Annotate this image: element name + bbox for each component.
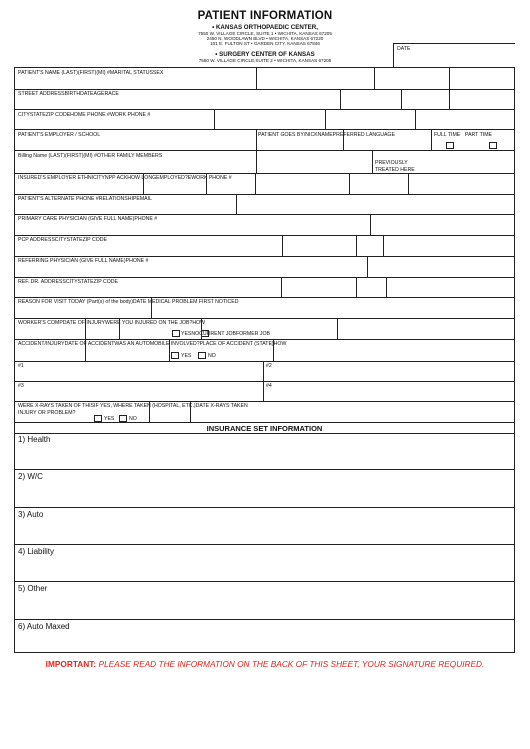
treated-here-label: TREATED HERE [375,167,415,173]
important-notice [0,659,530,669]
injured-yes-checkbox[interactable] [172,330,180,337]
auto-no-label: NO [208,353,216,359]
workers-comp-label: WORKER'S COMPDATE OF INJURYWERE YOU INJURED ON THE JOB?HOW [18,320,206,326]
page-title: PATIENT INFORMATION [197,10,333,22]
previously-label: PREVIOUSLY [375,160,408,166]
ref-address-label: REF. DR. ADDRESSCITYSTATEZIP CODE [18,279,119,285]
org2-address: 7550 W. VILLAGE CIRCLE,SUITE 2 • WICHITA, KANSAS 67205 [198,58,332,63]
auto-no-checkbox[interactable] [198,352,206,359]
insurance-auto: 3) Auto [18,510,44,519]
patient-form [14,67,515,653]
pcp-address-label: PCP ADDRESSCITYSTATEZIP CODE [18,237,107,243]
insurance-heading: INSURANCE SET INFORMATION [206,424,323,433]
alt-phone-label: PATIENT'S ALTERNATE PHONE #RELATIONSHIPEMAIL [18,196,152,202]
xrays-yes-checkbox[interactable] [94,415,102,422]
org-surgery-center: • SURGERY CENTER OF KANSAS [215,51,315,58]
insurance-auto-maxed: 6) Auto Maxed [18,622,70,631]
xrays-no-checkbox[interactable] [119,415,127,422]
xrays-label: WERE X-RAYS TAKEN OF THISIF YES, WHERE TAKEN (HOSPITAL, ETC.)DATE X-RAYS TAKEN [18,403,248,409]
insurance-health: 1) Health [18,435,51,444]
important-text: PLEASE READ THE INFORMATION ON THE BACK OF THIS SHEET, YOUR SIGNATURE REQUIRED. [96,659,485,669]
part-time-checkbox[interactable] [489,142,497,149]
org-kansas-orthopaedic: • KANSAS ORTHOPAEDIC CENTER, [212,24,318,31]
xrays-label-2: INJURY OR PROBLEM? [18,410,76,416]
injured-no-checkbox[interactable] [201,330,209,337]
name-label: PATIENT'S NAME (LAST)(FIRST)(MI) #MARITAL STATUSSEX [18,70,164,76]
yes-no-current-job-label: YESNOCURRENT JOBFORMER JOB [181,331,270,337]
part-time-label: PART TIME [465,132,492,138]
nickname-label: PATIENT GOES BY/NICKNAMEPREFERRED LANGUAGE [258,132,395,138]
item-3-label: #3 [18,383,24,389]
item-4-label: #4 [266,383,272,389]
org1-address-2: 2450 N. WOODLAWN BLVD • WICHITA, KANSAS 67220 [206,36,324,41]
insurance-liability: 4) Liability [18,547,55,556]
org1-address-3: 101 E. FULTON ST • GARDEN CITY, KANSAS 67846 [210,41,320,46]
org1-address-1: 7550 W. VILLAGE CIRCLE, SUITE 1 • WICHITA, KANSAS 67205 [198,31,332,36]
auto-yes-checkbox[interactable] [171,352,179,359]
xrays-no-label: NO [129,416,137,422]
insured-employer-label: INSURED'S EMPLOYER ETHNICITYNPP ACKHOW LONGEMPLOYED?EWORK PHONE # [18,175,232,181]
referring-label: REFERRING PHYSICIAN (GIVE FULL NAME)PHONE # [18,258,149,264]
full-time-checkbox[interactable] [446,142,454,149]
reason-label: REASON FOR VISIT TODAY (Part(s) of the body)DATE MEDICAL PROBLEM FIRST NOTICED [18,299,239,305]
pcp-label: PRIMARY CARE PHYSICIAN (GIVE FULL NAME)PHONE # [18,216,158,222]
date-label: DATE [397,46,411,52]
item-2-label: #2 [266,363,272,369]
insurance-other: 5) Other [18,584,48,593]
important-label: IMPORTANT: [45,659,97,669]
auto-yes-label: YES [181,353,192,359]
date-field[interactable] [393,43,515,67]
xrays-yes-label: YES [104,416,115,422]
employer-label: PATIENT'S EMPLOYER / SCHOOL [18,132,101,138]
full-time-label: FULL TIME [434,132,461,138]
billing-label: Billing Name (LAST)(FIRST)(MI) #OTHER FAMILY MEMBERS [18,153,163,159]
item-1-label: #1 [18,363,24,369]
insurance-wc: 2) W/C [18,472,43,481]
city-label: CITYSTATEZIP CODEHOME PHONE #WORK PHONE # [18,112,151,118]
street-label: STREET ADDRESSBIRTHDATEAGERACE [18,91,119,97]
accident-label: ACCIDENT/INJURYDATE OF ACCIDENTWAS AN AUTOMOBILE INVOLVED?PLACE OF ACCIDENT (STATE)HOW [18,341,287,347]
